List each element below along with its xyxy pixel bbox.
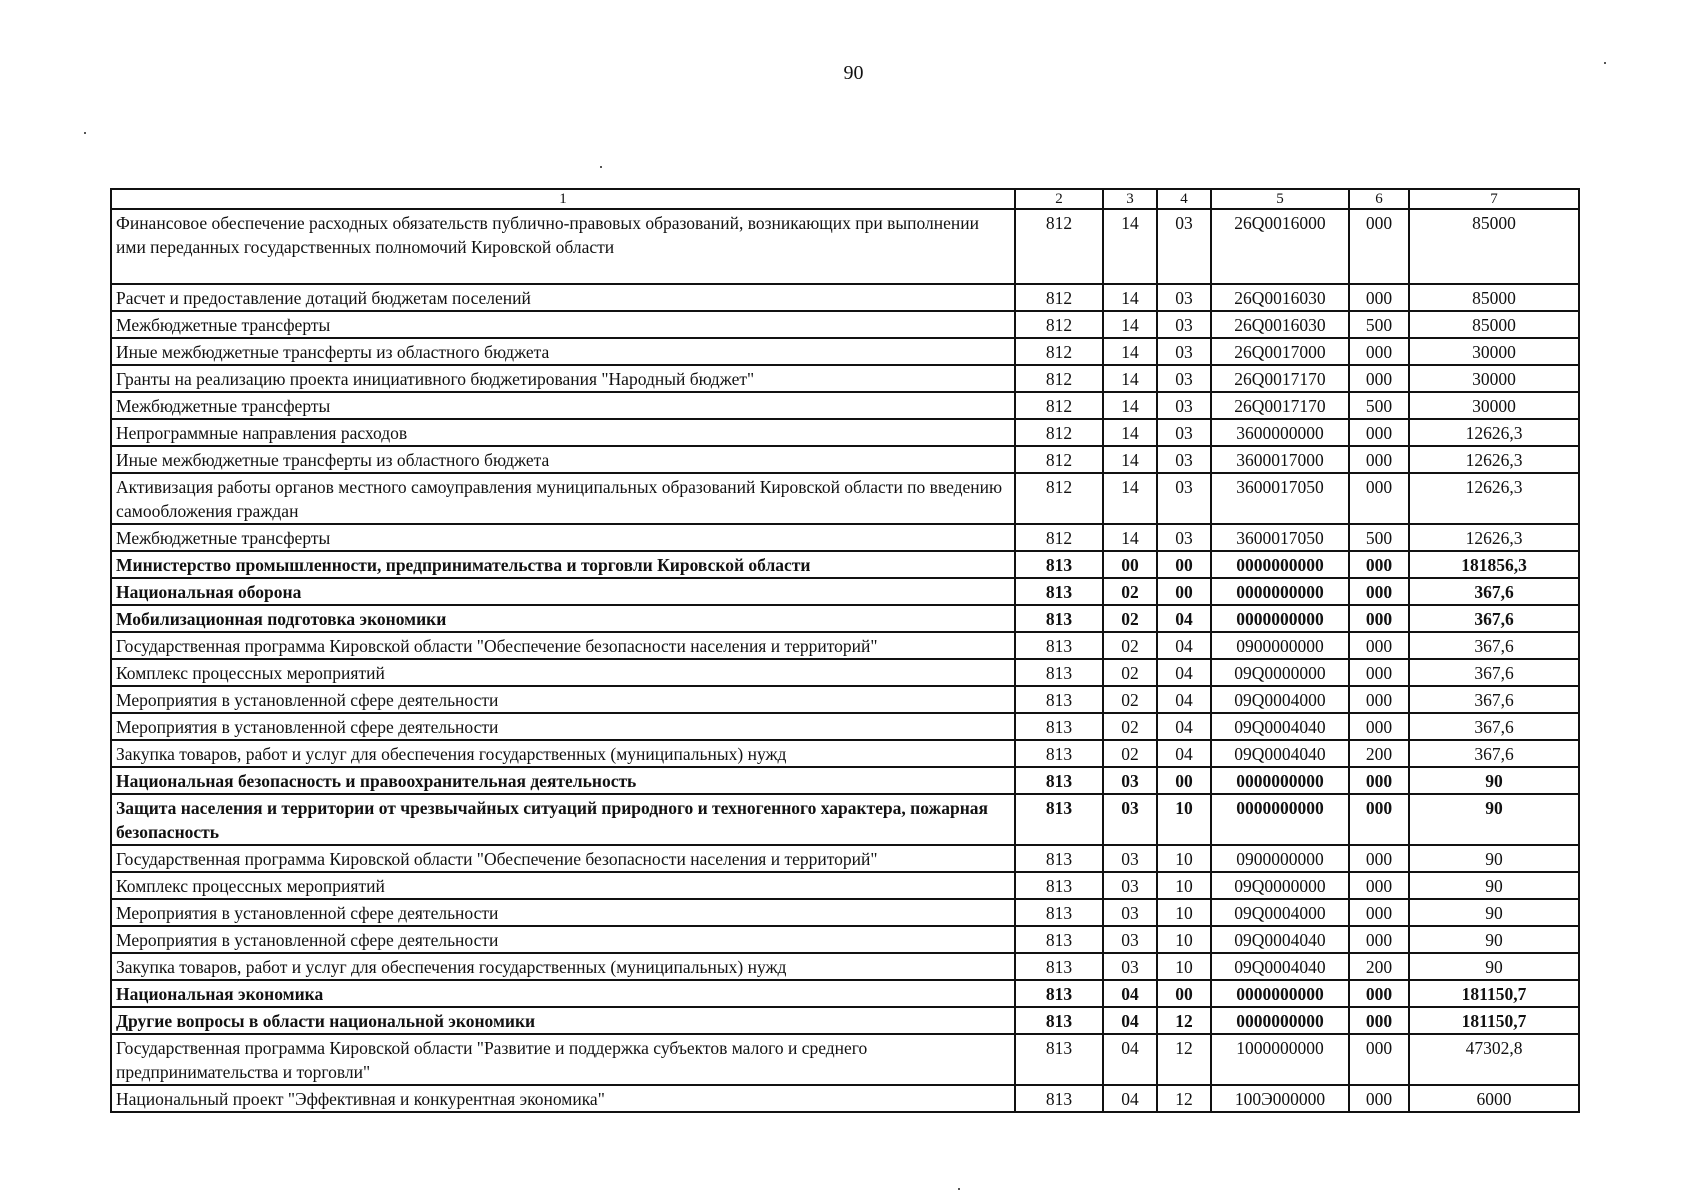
table-row [111, 659, 1579, 686]
cell-amount: 367,6 [1409, 659, 1579, 686]
cell-name: Комплекс процессных мероприятий [111, 872, 1015, 899]
cell-grbs: 812 [1015, 392, 1103, 419]
cell-target-article: 26Q0016030 [1211, 311, 1349, 338]
cell-subsection: 03 [1157, 419, 1211, 446]
table-row [111, 1034, 1579, 1085]
cell-target-article: 1000000000 [1211, 1034, 1349, 1085]
cell-target-article: 3600017000 [1211, 446, 1349, 473]
cell-subsection: 12 [1157, 1007, 1211, 1034]
cell-amount: 30000 [1409, 392, 1579, 419]
cell-section: 04 [1103, 1085, 1157, 1112]
cell-name: Мероприятия в установленной сфере деятельности [111, 713, 1015, 740]
table-row [111, 365, 1579, 392]
cell-section: 04 [1103, 980, 1157, 1007]
cell-grbs: 813 [1015, 713, 1103, 740]
cell-subsection: 03 [1157, 365, 1211, 392]
cell-expense-type: 500 [1349, 311, 1409, 338]
cell-expense-type: 000 [1349, 926, 1409, 953]
cell-section: 14 [1103, 311, 1157, 338]
table-row [111, 284, 1579, 311]
cell-target-article: 26Q0017170 [1211, 392, 1349, 419]
cell-subsection: 04 [1157, 740, 1211, 767]
cell-amount: 85000 [1409, 311, 1579, 338]
table-row [111, 209, 1579, 284]
table-row [111, 338, 1579, 365]
cell-target-article: 0000000000 [1211, 794, 1349, 845]
table-row [111, 845, 1579, 872]
cell-section: 03 [1103, 872, 1157, 899]
cell-name: Межбюджетные трансферты [111, 392, 1015, 419]
table-row [111, 713, 1579, 740]
cell-expense-type: 000 [1349, 845, 1409, 872]
cell-section: 14 [1103, 365, 1157, 392]
cell-subsection: 04 [1157, 686, 1211, 713]
cell-section: 14 [1103, 284, 1157, 311]
cell-section: 14 [1103, 392, 1157, 419]
cell-section: 04 [1103, 1034, 1157, 1085]
cell-section: 03 [1103, 845, 1157, 872]
table-row [111, 953, 1579, 980]
cell-target-article: 3600000000 [1211, 419, 1349, 446]
cell-name: Национальная оборона [111, 578, 1015, 605]
cell-expense-type: 000 [1349, 338, 1409, 365]
cell-name: Государственная программа Кировской области "Обеспечение безопасности населения и территорий" [111, 632, 1015, 659]
header-col-7: 7 [1409, 189, 1579, 209]
scan-speck [84, 132, 86, 134]
cell-expense-type: 000 [1349, 767, 1409, 794]
cell-name: Межбюджетные трансферты [111, 311, 1015, 338]
cell-name: Активизация работы органов местного самоуправления муниципальных образований Кировской области по введению самообложения граждан [111, 473, 1015, 524]
cell-name: Финансовое обеспечение расходных обязательств публично-правовых образований, возникающих при выполнении ими переданных государственных полномочий Кировской области [111, 209, 1015, 284]
cell-name: Национальная экономика [111, 980, 1015, 1007]
header-col-2: 2 [1015, 189, 1103, 209]
cell-subsection: 00 [1157, 767, 1211, 794]
cell-target-article: 09Q0004000 [1211, 899, 1349, 926]
table-row [111, 872, 1579, 899]
page-number: 90 [843, 62, 864, 84]
cell-amount: 367,6 [1409, 686, 1579, 713]
cell-name: Защита населения и территории от чрезвычайных ситуаций природного и техногенного характера, пожарная безопасность [111, 794, 1015, 845]
cell-section: 03 [1103, 899, 1157, 926]
cell-grbs: 813 [1015, 659, 1103, 686]
cell-grbs: 812 [1015, 311, 1103, 338]
header-col-3: 3 [1103, 189, 1157, 209]
cell-subsection: 10 [1157, 845, 1211, 872]
table-row [111, 794, 1579, 845]
cell-subsection: 03 [1157, 338, 1211, 365]
cell-amount: 12626,3 [1409, 524, 1579, 551]
cell-subsection: 10 [1157, 794, 1211, 845]
cell-name: Государственная программа Кировской области "Обеспечение безопасности населения и территорий" [111, 845, 1015, 872]
cell-amount: 90 [1409, 872, 1579, 899]
cell-grbs: 812 [1015, 338, 1103, 365]
cell-target-article: 26Q0016000 [1211, 209, 1349, 284]
table-header-row [111, 189, 1579, 209]
header-col-4: 4 [1157, 189, 1211, 209]
cell-expense-type: 000 [1349, 365, 1409, 392]
cell-expense-type: 200 [1349, 953, 1409, 980]
cell-amount: 90 [1409, 953, 1579, 980]
cell-grbs: 813 [1015, 767, 1103, 794]
table-body [111, 189, 1579, 1112]
cell-name: Закупка товаров, работ и услуг для обеспечения государственных (муниципальных) нужд [111, 953, 1015, 980]
cell-section: 14 [1103, 524, 1157, 551]
table-row [111, 1085, 1579, 1112]
cell-target-article: 0000000000 [1211, 551, 1349, 578]
cell-target-article: 09Q0000000 [1211, 659, 1349, 686]
cell-expense-type: 000 [1349, 980, 1409, 1007]
cell-expense-type: 000 [1349, 446, 1409, 473]
scan-speck [600, 166, 602, 168]
cell-name: Министерство промышленности, предпринимательства и торговли Кировской области [111, 551, 1015, 578]
cell-name: Государственная программа Кировской области "Развитие и поддержка субъектов малого и среднего предпринимательства и торговли" [111, 1034, 1015, 1085]
cell-name: Национальная безопасность и правоохранительная деятельность [111, 767, 1015, 794]
cell-grbs: 813 [1015, 953, 1103, 980]
table-row [111, 446, 1579, 473]
cell-target-article: 0000000000 [1211, 1007, 1349, 1034]
cell-expense-type: 000 [1349, 632, 1409, 659]
cell-target-article: 26Q0017000 [1211, 338, 1349, 365]
cell-section: 00 [1103, 551, 1157, 578]
cell-expense-type: 000 [1349, 578, 1409, 605]
cell-subsection: 12 [1157, 1034, 1211, 1085]
table-row [111, 473, 1579, 524]
cell-amount: 367,6 [1409, 632, 1579, 659]
cell-expense-type: 000 [1349, 713, 1409, 740]
cell-name: Другие вопросы в области национальной экономики [111, 1007, 1015, 1034]
cell-subsection: 04 [1157, 605, 1211, 632]
cell-target-article: 3600017050 [1211, 473, 1349, 524]
cell-expense-type: 200 [1349, 740, 1409, 767]
cell-expense-type: 000 [1349, 419, 1409, 446]
cell-name: Национальный проект "Эффективная и конкурентная экономика" [111, 1085, 1015, 1112]
cell-grbs: 813 [1015, 740, 1103, 767]
cell-subsection: 04 [1157, 713, 1211, 740]
cell-grbs: 813 [1015, 872, 1103, 899]
cell-grbs: 813 [1015, 551, 1103, 578]
header-col-6: 6 [1349, 189, 1409, 209]
cell-amount: 12626,3 [1409, 473, 1579, 524]
cell-target-article: 26Q0016030 [1211, 284, 1349, 311]
cell-amount: 12626,3 [1409, 419, 1579, 446]
cell-amount: 90 [1409, 845, 1579, 872]
cell-section: 02 [1103, 632, 1157, 659]
cell-amount: 90 [1409, 899, 1579, 926]
cell-grbs: 813 [1015, 605, 1103, 632]
cell-expense-type: 000 [1349, 872, 1409, 899]
cell-target-article: 09Q0004040 [1211, 713, 1349, 740]
cell-subsection: 00 [1157, 551, 1211, 578]
table-row [111, 767, 1579, 794]
cell-subsection: 04 [1157, 632, 1211, 659]
table-row [111, 980, 1579, 1007]
table-row [111, 419, 1579, 446]
cell-subsection: 03 [1157, 392, 1211, 419]
cell-section: 14 [1103, 446, 1157, 473]
cell-name: Мероприятия в установленной сфере деятельности [111, 686, 1015, 713]
scan-speck [1604, 62, 1606, 64]
table-row [111, 632, 1579, 659]
cell-expense-type: 500 [1349, 392, 1409, 419]
cell-name: Закупка товаров, работ и услуг для обеспечения государственных (муниципальных) нужд [111, 740, 1015, 767]
cell-subsection: 10 [1157, 872, 1211, 899]
cell-amount: 30000 [1409, 338, 1579, 365]
table-row [111, 899, 1579, 926]
cell-subsection: 10 [1157, 926, 1211, 953]
cell-section: 02 [1103, 605, 1157, 632]
table-row [111, 311, 1579, 338]
cell-name: Межбюджетные трансферты [111, 524, 1015, 551]
cell-expense-type: 000 [1349, 551, 1409, 578]
cell-section: 02 [1103, 740, 1157, 767]
cell-name: Гранты на реализацию проекта инициативного бюджетирования "Народный бюджет" [111, 365, 1015, 392]
cell-target-article: 26Q0017170 [1211, 365, 1349, 392]
cell-expense-type: 000 [1349, 1085, 1409, 1112]
cell-subsection: 10 [1157, 899, 1211, 926]
cell-grbs: 812 [1015, 209, 1103, 284]
cell-target-article: 0900000000 [1211, 845, 1349, 872]
cell-amount: 367,6 [1409, 740, 1579, 767]
header-col-5: 5 [1211, 189, 1349, 209]
cell-subsection: 04 [1157, 659, 1211, 686]
cell-target-article: 0900000000 [1211, 632, 1349, 659]
cell-target-article: 09Q0004040 [1211, 740, 1349, 767]
table-row [111, 1007, 1579, 1034]
cell-target-article: 3600017050 [1211, 524, 1349, 551]
cell-section: 02 [1103, 578, 1157, 605]
cell-amount: 181150,7 [1409, 1007, 1579, 1034]
cell-grbs: 812 [1015, 284, 1103, 311]
cell-section: 02 [1103, 713, 1157, 740]
cell-subsection: 00 [1157, 980, 1211, 1007]
table-row [111, 686, 1579, 713]
cell-amount: 12626,3 [1409, 446, 1579, 473]
table-row [111, 578, 1579, 605]
cell-target-article: 100Э000000 [1211, 1085, 1349, 1112]
table-row [111, 605, 1579, 632]
cell-section: 14 [1103, 419, 1157, 446]
budget-table [110, 188, 1580, 1113]
cell-subsection: 03 [1157, 446, 1211, 473]
cell-grbs: 813 [1015, 632, 1103, 659]
cell-amount: 6000 [1409, 1085, 1579, 1112]
cell-amount: 90 [1409, 767, 1579, 794]
cell-subsection: 03 [1157, 473, 1211, 524]
cell-expense-type: 000 [1349, 686, 1409, 713]
cell-name: Мероприятия в установленной сфере деятельности [111, 899, 1015, 926]
cell-target-article: 0000000000 [1211, 605, 1349, 632]
cell-amount: 181150,7 [1409, 980, 1579, 1007]
cell-expense-type: 000 [1349, 899, 1409, 926]
cell-amount: 90 [1409, 926, 1579, 953]
cell-section: 02 [1103, 686, 1157, 713]
cell-expense-type: 000 [1349, 1034, 1409, 1085]
table-row [111, 524, 1579, 551]
cell-grbs: 813 [1015, 926, 1103, 953]
cell-expense-type: 000 [1349, 1007, 1409, 1034]
cell-grbs: 813 [1015, 686, 1103, 713]
cell-target-article: 09Q0004040 [1211, 926, 1349, 953]
cell-subsection: 03 [1157, 524, 1211, 551]
cell-subsection: 12 [1157, 1085, 1211, 1112]
cell-section: 03 [1103, 926, 1157, 953]
cell-name: Непрограммные направления расходов [111, 419, 1015, 446]
cell-subsection: 03 [1157, 311, 1211, 338]
cell-subsection: 03 [1157, 209, 1211, 284]
cell-grbs: 813 [1015, 1007, 1103, 1034]
cell-grbs: 813 [1015, 1085, 1103, 1112]
cell-grbs: 812 [1015, 446, 1103, 473]
cell-target-article: 0000000000 [1211, 578, 1349, 605]
cell-grbs: 812 [1015, 419, 1103, 446]
table-row [111, 392, 1579, 419]
cell-target-article: 09Q0004040 [1211, 953, 1349, 980]
cell-subsection: 03 [1157, 284, 1211, 311]
cell-amount: 367,6 [1409, 605, 1579, 632]
cell-grbs: 813 [1015, 845, 1103, 872]
cell-expense-type: 500 [1349, 524, 1409, 551]
cell-grbs: 812 [1015, 365, 1103, 392]
cell-section: 03 [1103, 953, 1157, 980]
cell-expense-type: 000 [1349, 605, 1409, 632]
cell-target-article: 0000000000 [1211, 980, 1349, 1007]
cell-name: Мобилизационная подготовка экономики [111, 605, 1015, 632]
cell-grbs: 812 [1015, 524, 1103, 551]
cell-grbs: 812 [1015, 473, 1103, 524]
cell-amount: 30000 [1409, 365, 1579, 392]
cell-name: Иные межбюджетные трансферты из областного бюджета [111, 338, 1015, 365]
cell-amount: 367,6 [1409, 578, 1579, 605]
header-col-1: 1 [111, 189, 1015, 209]
cell-grbs: 813 [1015, 794, 1103, 845]
cell-expense-type: 000 [1349, 794, 1409, 845]
table-row [111, 551, 1579, 578]
cell-target-article: 0000000000 [1211, 767, 1349, 794]
cell-expense-type: 000 [1349, 473, 1409, 524]
table-row [111, 740, 1579, 767]
cell-section: 04 [1103, 1007, 1157, 1034]
cell-name: Расчет и предоставление дотаций бюджетам поселений [111, 284, 1015, 311]
cell-expense-type: 000 [1349, 659, 1409, 686]
cell-amount: 85000 [1409, 209, 1579, 284]
cell-amount: 181856,3 [1409, 551, 1579, 578]
cell-name: Комплекс процессных мероприятий [111, 659, 1015, 686]
cell-amount: 90 [1409, 794, 1579, 845]
cell-grbs: 813 [1015, 1034, 1103, 1085]
cell-target-article: 09Q0000000 [1211, 872, 1349, 899]
cell-name: Иные межбюджетные трансферты из областного бюджета [111, 446, 1015, 473]
cell-name: Мероприятия в установленной сфере деятельности [111, 926, 1015, 953]
cell-subsection: 00 [1157, 578, 1211, 605]
cell-section: 03 [1103, 767, 1157, 794]
cell-target-article: 09Q0004000 [1211, 686, 1349, 713]
table-row [111, 926, 1579, 953]
cell-section: 14 [1103, 209, 1157, 284]
cell-grbs: 813 [1015, 578, 1103, 605]
cell-subsection: 10 [1157, 953, 1211, 980]
cell-expense-type: 000 [1349, 209, 1409, 284]
cell-section: 14 [1103, 338, 1157, 365]
cell-section: 03 [1103, 794, 1157, 845]
cell-amount: 85000 [1409, 284, 1579, 311]
cell-section: 02 [1103, 659, 1157, 686]
cell-grbs: 813 [1015, 899, 1103, 926]
cell-grbs: 813 [1015, 980, 1103, 1007]
cell-amount: 47302,8 [1409, 1034, 1579, 1085]
cell-expense-type: 000 [1349, 284, 1409, 311]
cell-amount: 367,6 [1409, 713, 1579, 740]
cell-section: 14 [1103, 473, 1157, 524]
scan-speck [958, 1188, 960, 1190]
